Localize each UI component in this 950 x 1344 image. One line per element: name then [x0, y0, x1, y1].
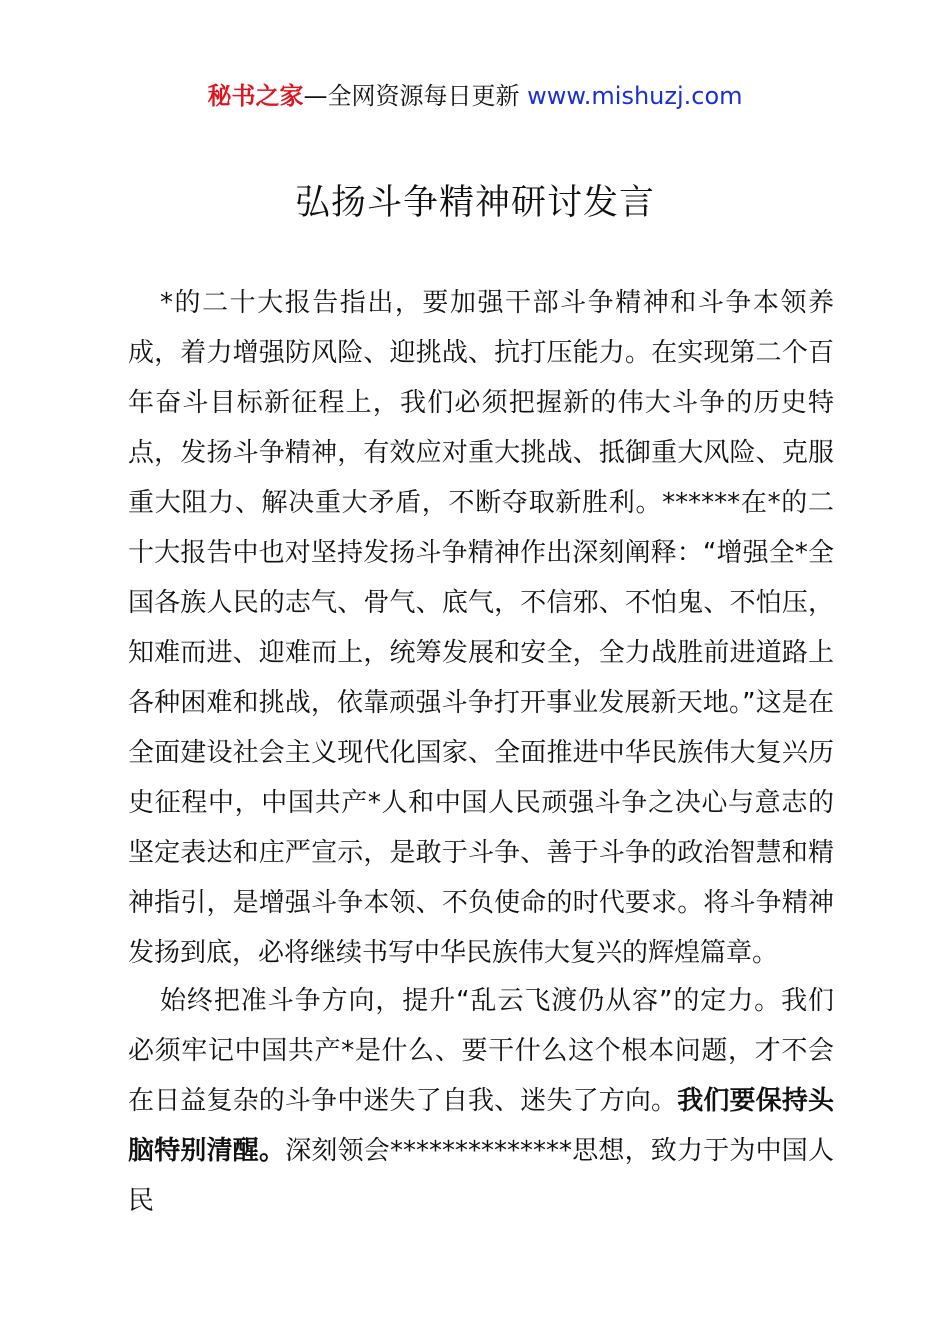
- paragraph-1-block: [128, 278, 834, 978]
- paragraph-2-bold-text: 我们要保持头脑特别清醒。: [128, 1086, 834, 1166]
- paragraph-1: *的二十大报告指出，要加强干部斗争精神和斗争本领养成，着力增强防风险、迎挑战、抗打压能力。在实现第二个百年奋斗目标新征程上，我们必须把握新的伟大斗争的历史特点，发扬斗争精神，有效应对重大挑战、抵御重大风险、克服重大阻力、解决重大矛盾，不断夺取新胜利。******在*的二十大报告中也对坚持发扬斗争精神作出深刻阐释：“增强全*全国各族人民的志气、骨气、底气，不信邪、不怕鬼、不怕压，知难而进、迎难而上，统筹发展和安全，全力战胜前进道路上各种困难和挑战，依靠顽强斗争打开事业发展新天地。”这是在全面建设社会主义现代化国家、全面推进中华民族伟大复兴历史征程中，中国共产*人和中国人民顽强斗争之决心与意志的坚定表达和庄严宣示，是敢于斗争、善于斗争的政治智慧和精神指引，是增强斗争本领、不负使命的时代要求。将斗争精神发扬到底，必将继续书写中华民族伟大复兴的辉煌篇章。: [128, 288, 834, 968]
- paragraph-2-text-start: 始终把准斗争方向，提升“乱云飞渡仍从容”的定力。我们必须牢记中国共产*是什么、要干什么这个根本问题，才不会在日益复杂的斗争中迷失了自我、迷失了方向。: [128, 986, 834, 1116]
- paragraph-2: [128, 976, 834, 1226]
- document-title: 弘扬斗争精神研讨发言: [294, 183, 655, 223]
- header-tagline: —全网资源每日更新: [303, 82, 528, 110]
- site-url-link[interactable]: www.mishuzj.com: [527, 82, 743, 110]
- brand-name: 秘书之家: [207, 82, 304, 110]
- paragraph-2-block: [128, 976, 834, 1226]
- site-header: [0, 80, 950, 112]
- paragraph-2-text-end: 深刻领会**************思想，致力于为中国人民: [128, 1136, 834, 1216]
